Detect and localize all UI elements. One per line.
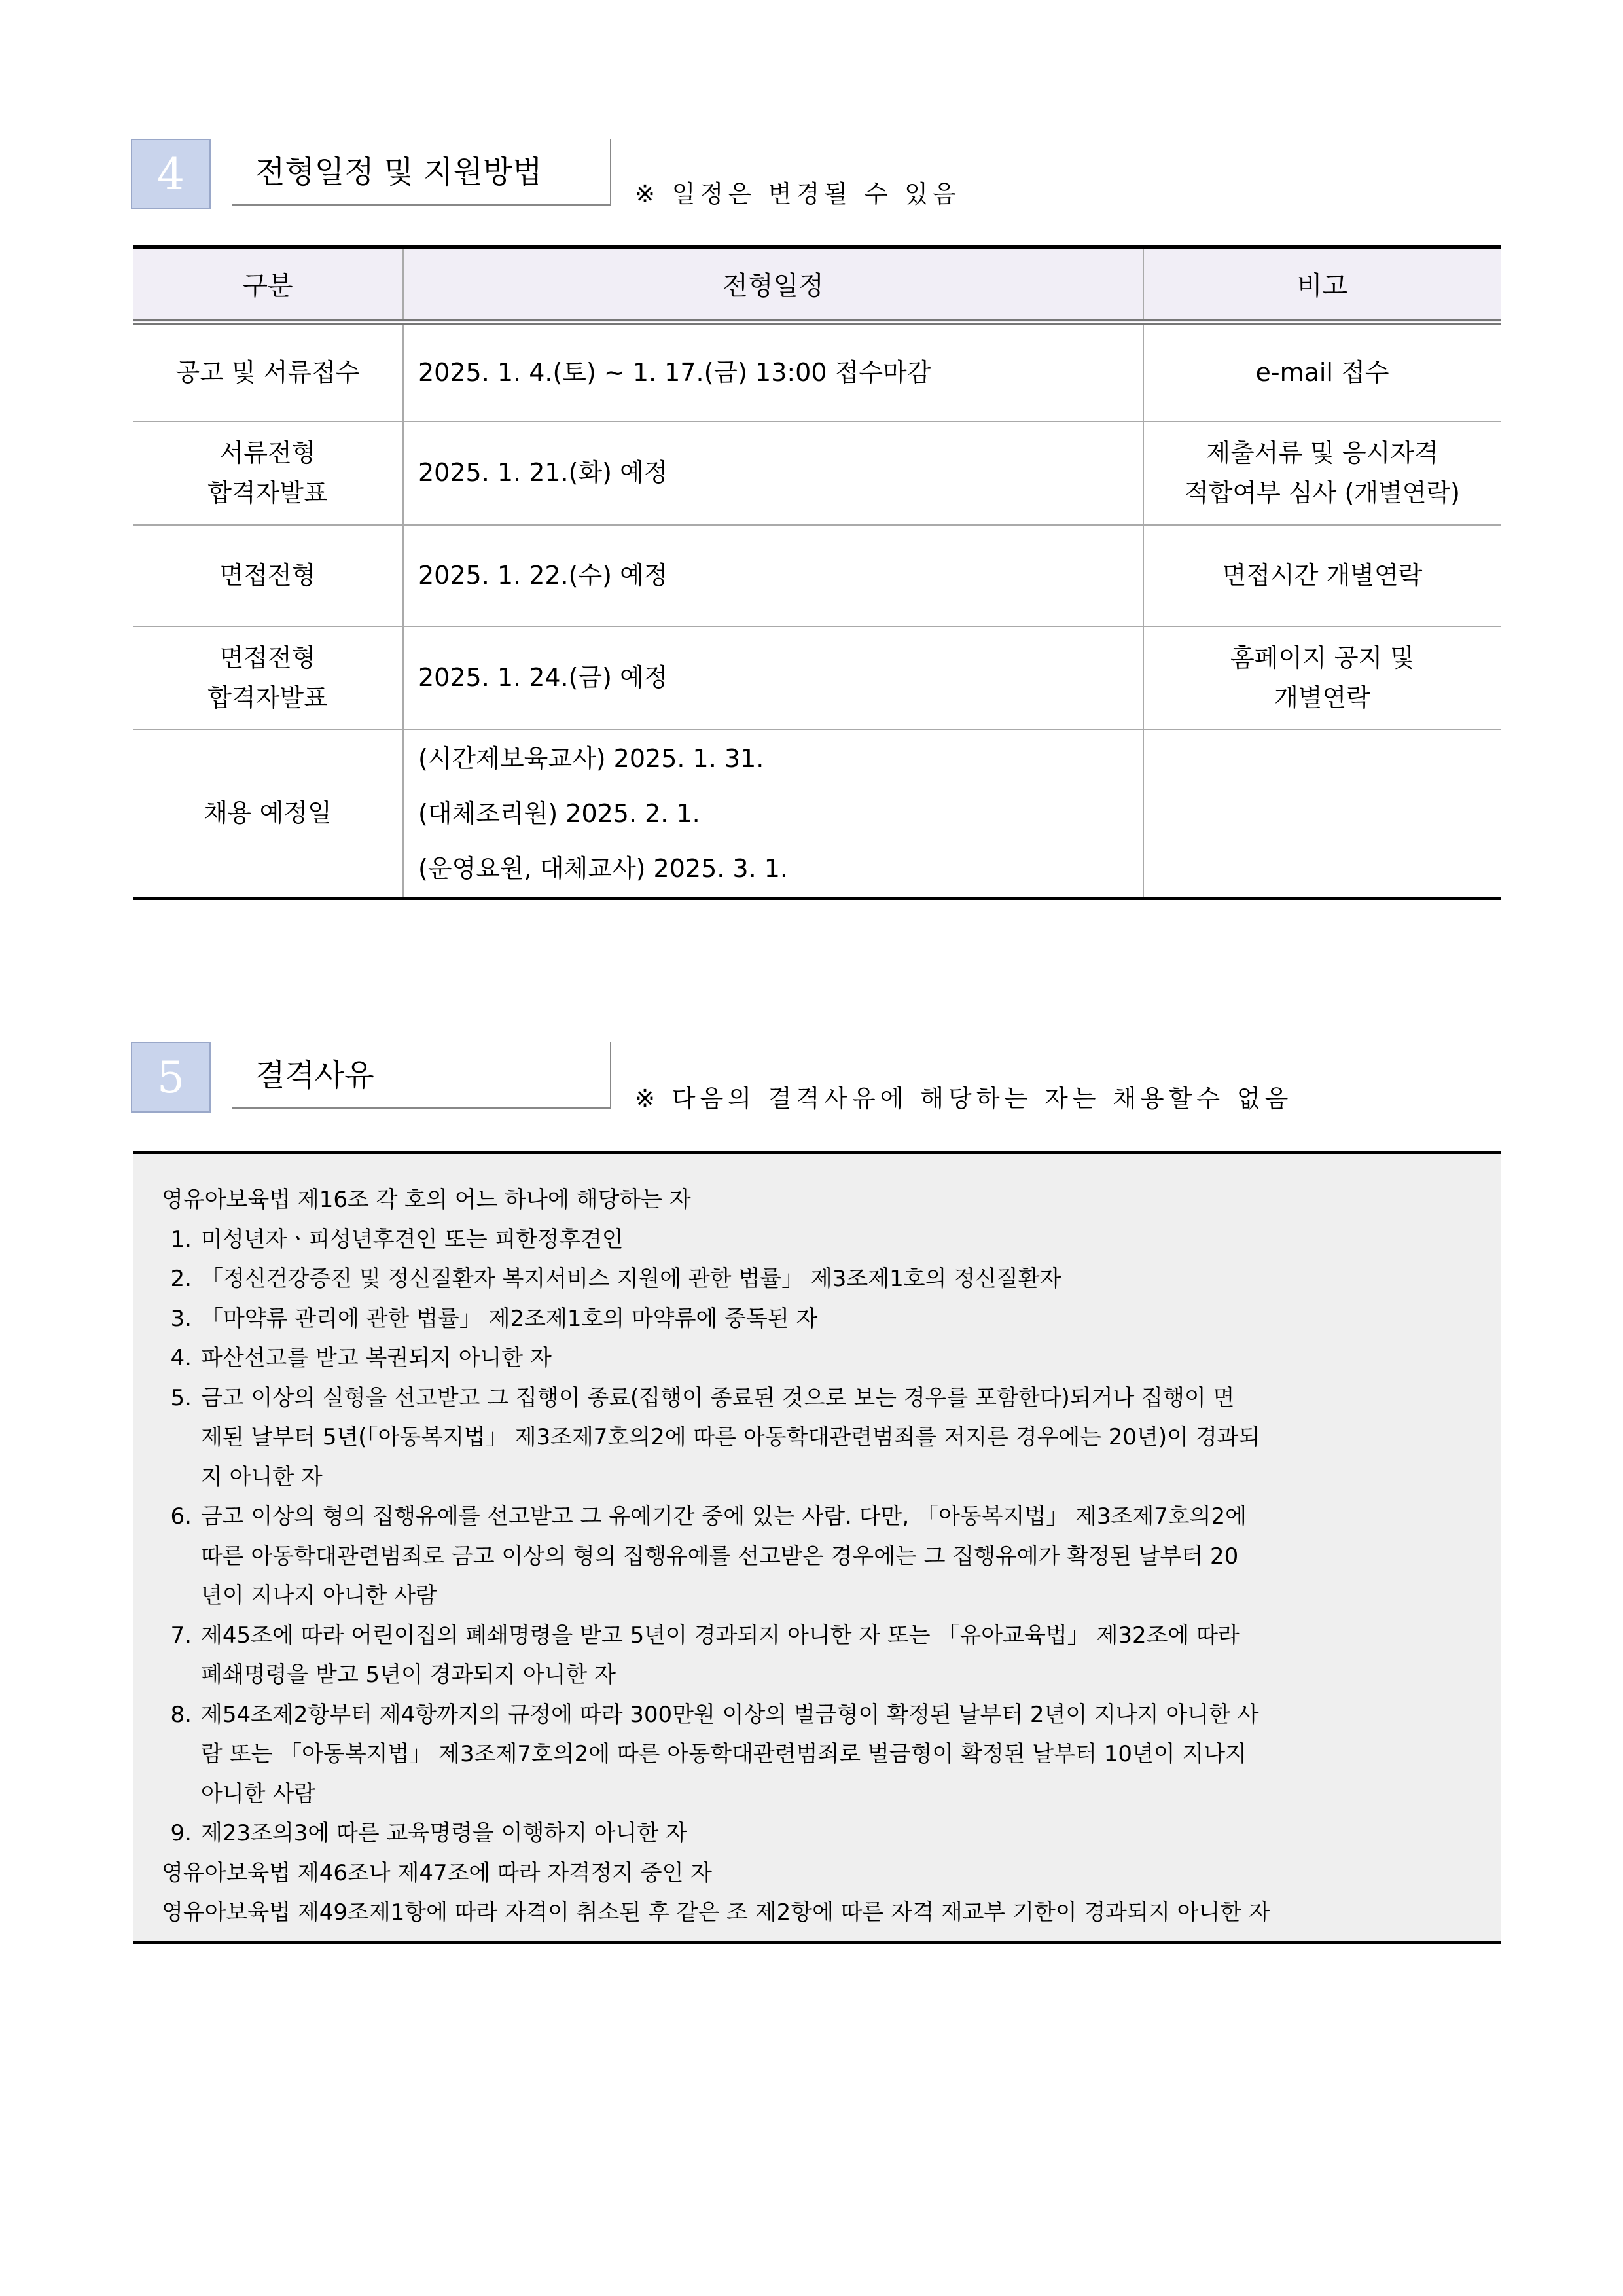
- intro-line: 영유아보육법 제16조 각 호의 어느 하나에 해당하는 자: [162, 1187, 691, 1213]
- list-item: 5. 금고 이상의 실형을 선고받고 그 집행이 종료(집행이 종료된 것으로 보는 경우를 포함한다)되거나 집행이 면: [170, 1384, 1235, 1411]
- list-item: 8. 제54조제2항부터 제4항까지의 규정에 따라 300만원 이상의 벌금형이 확정된 날부터 2년이 지나지 아니한 사: [170, 1701, 1259, 1728]
- disqualification-box: [133, 1151, 1501, 1944]
- row-remark: [1143, 730, 1501, 899]
- section-number-badge: 5: [131, 1042, 211, 1113]
- list-item: 6. 금고 이상의 형의 집행유예를 선고받고 그 유예기간 중에 있는 사람. 다만, 「아동복지법」 제3조제7호의2에: [170, 1503, 1247, 1530]
- row-remark: 면접시간 개별연락: [1143, 525, 1501, 626]
- list-item: 9. 제23조의3에 따른 교육명령을 이행하지 아니한 자: [170, 1820, 687, 1846]
- row-schedule: (시간제보육교사) 2025. 1. 31. (대체조리원) 2025. 2. 1. (운영요원, 대체교사) 2025. 3. 1.: [403, 730, 1143, 899]
- table-row: [133, 322, 1501, 422]
- row-label: 면접전형: [133, 525, 403, 626]
- footer-line: 영유아보육법 제49조제1항에 따라 자격이 취소된 후 같은 조 제2항에 따른 자격 재교부 기한이 경과되지 아니한 자: [162, 1899, 1270, 1926]
- list-item-continuation: 제된 날부터 5년(「아동복지법」 제3조제7호의2에 따른 아동학대관련범죄를 저지른 경우에는 20년)이 경과되: [201, 1424, 1260, 1450]
- list-item: 7. 제45조에 따라 어린이집의 폐쇄명령을 받고 5년이 경과되지 아니한 자 또는 「유아교육법」 제32조에 따라: [170, 1622, 1240, 1649]
- table-header-row: [133, 247, 1501, 322]
- row-schedule: 2025. 1. 24.(금) 예정: [403, 626, 1143, 730]
- column-header: 전형일정: [403, 247, 1143, 322]
- table-row: [133, 626, 1501, 730]
- row-remark: e-mail 접수: [1143, 322, 1501, 422]
- section-title: 결격사유: [255, 1058, 374, 1094]
- row-label: 서류전형 합격자발표: [133, 422, 403, 525]
- list-item-continuation: 년이 지나지 아니한 사람: [201, 1583, 437, 1609]
- row-schedule: 2025. 1. 21.(화) 예정: [403, 422, 1143, 525]
- section-title-box: [232, 1042, 611, 1109]
- table-row: [133, 422, 1501, 525]
- footer-line: 영유아보육법 제46조나 제47조에 따라 자격정지 중인 자: [162, 1859, 713, 1886]
- list-item-continuation: 람 또는 「아동복지법」 제3조제7호의2에 따른 아동학대관련범죄로 벌금형이 확정된 날부터 10년이 지나지: [201, 1741, 1247, 1767]
- section-4-heading: [131, 139, 615, 211]
- column-header: 비고: [1143, 247, 1501, 322]
- section-note: ※ 일정은 변경될 수 있음: [635, 180, 961, 208]
- row-label: 면접전형 합격자발표: [133, 626, 403, 730]
- list-item-continuation: 따른 아동학대관련범죄로 금고 이상의 형의 집행유예를 선고받은 경우에는 그 집행유예가 확정된 날부터 20: [201, 1543, 1239, 1570]
- row-label: 채용 예정일: [133, 730, 403, 899]
- list-item-continuation: 지 아니한 자: [201, 1463, 323, 1490]
- section-5-heading: [131, 1042, 615, 1114]
- row-schedule: 2025. 1. 22.(수) 예정: [403, 525, 1143, 626]
- row-label: 공고 및 서류접수: [133, 322, 403, 422]
- section-number-badge: 4: [131, 139, 211, 209]
- list-item-continuation: 아니한 사람: [201, 1780, 316, 1807]
- row-schedule: 2025. 1. 4.(토) ~ 1. 17.(금) 13:00 접수마감: [403, 322, 1143, 422]
- list-item: 2. 「정신건강증진 및 정신질환자 복지서비스 지원에 관한 법률」 제3조제1호의 정신질환자: [170, 1266, 1061, 1292]
- section-title-box: [232, 139, 611, 206]
- schedule-table: [133, 245, 1501, 900]
- section-title: 전형일정 및 지원방법: [255, 154, 543, 190]
- section-note: ※ 다음의 결격사유에 해당하는 자는 채용할수 없음: [635, 1085, 1293, 1113]
- list-item-continuation: 폐쇄명령을 받고 5년이 경과되지 아니한 자: [201, 1662, 616, 1688]
- table-row: [133, 525, 1501, 626]
- list-item: 4. 파산선고를 받고 복권되지 아니한 자: [170, 1345, 552, 1371]
- list-item: 1. 미성년자ㆍ피성년후견인 또는 피한정후견인: [170, 1226, 624, 1253]
- row-remark: 홈페이지 공지 및 개별연락: [1143, 626, 1501, 730]
- table-row: [133, 730, 1501, 899]
- row-remark: 제출서류 및 응시자격 적합여부 심사 (개별연락): [1143, 422, 1501, 525]
- column-header: 구분: [133, 247, 403, 322]
- list-item: 3. 「마약류 관리에 관한 법률」 제2조제1호의 마약류에 중독된 자: [170, 1305, 818, 1332]
